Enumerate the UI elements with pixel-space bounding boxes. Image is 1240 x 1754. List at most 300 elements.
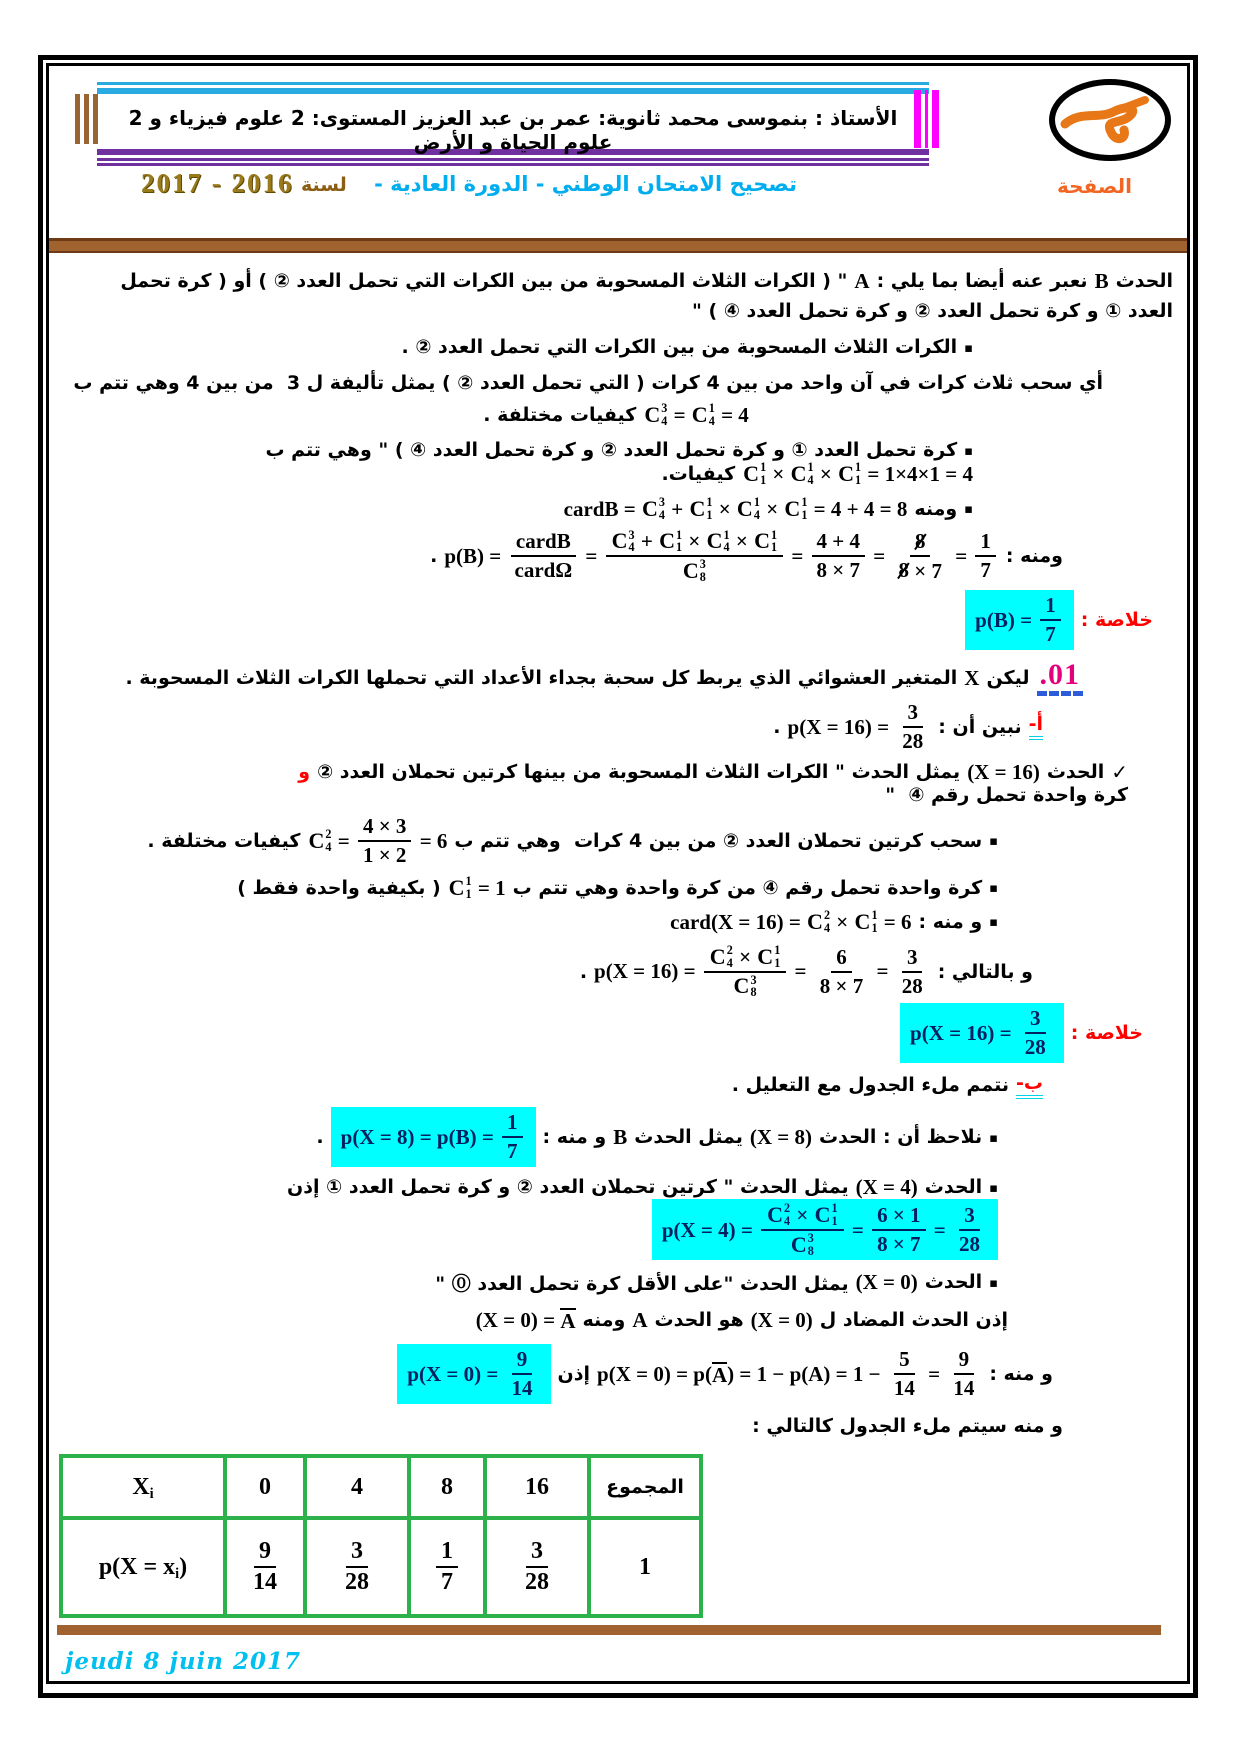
- math-run: [594, 944, 931, 999]
- text-run: .: [579, 960, 588, 983]
- combination-symbol: C 3 8: [733, 972, 757, 1000]
- combination-symbol: C 1 1: [814, 1201, 838, 1229]
- math-run: [639, 1554, 651, 1582]
- fraction: [812, 529, 865, 583]
- text-run: إذن: [557, 1363, 591, 1386]
- fraction-denominator: 14: [953, 1376, 975, 1401]
- math-run: [751, 1308, 813, 1332]
- text-run: " ( الكرات الثلاث المسحوبة من بين الكرات التي تحمل العدد ② ) أو ( كرة تحمل: [120, 270, 848, 292]
- item-b-complete-table: [59, 1071, 1173, 1099]
- event-B: [1095, 269, 1109, 293]
- math-run: [856, 1175, 918, 1199]
- math-text: p(X = 16) =: [787, 714, 895, 739]
- fraction-denominator: [677, 557, 712, 584]
- bullet-icon: ▪: [964, 502, 973, 518]
- text-run: و منه :: [918, 910, 983, 933]
- math-text: p(B) =: [975, 607, 1038, 632]
- fraction: [520, 1538, 554, 1596]
- text-run: كرة واحدة تحمل رقم ④ من كرة واحدة وهي تتم ب: [512, 876, 983, 899]
- fraction: [704, 944, 787, 999]
- probability-B-derivation: [59, 529, 1173, 584]
- text-run: ومنه :: [1005, 545, 1063, 568]
- text-run: ( بكيفية واحدة فقط ): [237, 876, 441, 899]
- combination-symbol: C 1 1: [838, 460, 862, 487]
- math-text: 4: [351, 1473, 363, 1500]
- fraction-numerator: 9: [254, 1538, 276, 1568]
- text-run: المجموع: [606, 1476, 684, 1499]
- combination-symbol: C 1 1: [743, 460, 767, 487]
- bullet-icon: ▪: [989, 915, 998, 931]
- fraction-numerator: cardB: [511, 529, 576, 557]
- bullet-ball-1-2-4-case: [59, 439, 1173, 487]
- fraction-numerator: 9: [512, 1347, 533, 1375]
- table-prob-8: [409, 1518, 485, 1616]
- text-run: .: [430, 545, 438, 568]
- fraction-denominator: 7: [507, 1139, 518, 1164]
- math-run: [643, 402, 748, 428]
- table-header-0: [225, 1456, 305, 1518]
- subscript: i: [149, 1485, 154, 1502]
- math-text: B: [1094, 268, 1109, 293]
- fraction: [815, 945, 868, 999]
- fraction-denominator: [893, 557, 946, 583]
- header-title-row: [49, 166, 1187, 212]
- text-run: كرة واحدة تحمل رقم ④ ": [885, 783, 1128, 806]
- footer-date: jeudi 8 juin 2017: [65, 1648, 302, 1675]
- fraction-denominator: 14: [511, 1376, 533, 1401]
- math-run: [433, 1538, 461, 1596]
- combination-symbol: C 1 1: [689, 494, 713, 522]
- fraction-numerator: 5: [894, 1347, 915, 1375]
- combination-symbol: C 3 8: [790, 1230, 814, 1258]
- text-run: المتغير العشوائي الذي يربط كل سحبة بجداء الأعداد التي تحملها الكرات الثلاث المسحوبة .: [125, 666, 958, 689]
- fraction-denominator: 7: [1045, 621, 1056, 646]
- table-header-16: [485, 1456, 589, 1518]
- math-run: [597, 1347, 982, 1401]
- item-b-marker: ب-: [1016, 1072, 1043, 1099]
- fraction-denominator: 8 × 7: [819, 973, 864, 998]
- fraction-numerator: [704, 944, 787, 973]
- table-header-8: [409, 1456, 485, 1518]
- cancelled-term: 8: [898, 558, 909, 583]
- random-variable-X: [964, 666, 979, 690]
- math-text: = 6: [878, 909, 912, 934]
- combination-symbol: C 2 4: [767, 1201, 791, 1229]
- item-a-marker: أ-: [1029, 713, 1043, 740]
- text-run: يمثل الحدث " الكرات الثلاث المسحوبة من بينها كرتين تحملان العدد ②: [317, 760, 961, 783]
- fraction-denominator: 28: [345, 1569, 369, 1596]
- table-header-row: [61, 1456, 701, 1518]
- fraction-numerator: 4 + 4: [812, 529, 865, 557]
- math-text: +: [665, 496, 689, 521]
- combination-symbol: C 1 1: [659, 527, 683, 555]
- fraction: [893, 529, 946, 583]
- math-text: p(X = 0) =: [407, 1362, 504, 1387]
- combination-symbol: C 1 1: [754, 527, 778, 555]
- math-text: ×: [730, 529, 754, 554]
- fraction: [954, 1203, 985, 1257]
- conclusion-pB: [59, 590, 1173, 650]
- math-text: = 1: [472, 875, 506, 900]
- teacher-info: الأستاذ : بنموسى محمد ثانوية: عمر بن عبد العزيز المستوى: 2 علوم فيزياء و 2 علوم الحياة و الأرض: [128, 106, 898, 154]
- decorative-cyan-lines: [97, 82, 929, 94]
- fraction-denominator: 8 × 7: [877, 1231, 921, 1256]
- math-run: [351, 1474, 363, 1502]
- math-text: (X = 0): [855, 1270, 918, 1295]
- fraction-numerator: 3: [346, 1538, 368, 1568]
- fraction-denominator: 8 × 7: [816, 558, 861, 583]
- bullet-icon: ▪: [989, 1130, 998, 1146]
- text-run: العدد ① و كرة تحمل العدد ② و كرة تحمل العدد ④ ) ": [692, 300, 1173, 322]
- math-run: [856, 1270, 918, 1294]
- text-run: سحب كرتين تحملان العدد ② من بين 4 كرات وهي تتم ب: [454, 829, 983, 852]
- math-text: p(X = 16) =: [910, 1021, 1017, 1046]
- page-frame: [38, 55, 1198, 1698]
- math-text: (X = 4): [855, 1175, 918, 1200]
- fraction-numerator: [606, 529, 783, 558]
- math-text: p(X = 16) =: [594, 959, 701, 984]
- document-title: تصحيح الامتحان الوطني - الدورة العادية -: [374, 172, 797, 196]
- text-run: نبين أن :: [938, 715, 1022, 738]
- math-text: 0: [259, 1473, 271, 1500]
- fraction: [897, 700, 928, 754]
- probability-distribution-table: [59, 1454, 703, 1618]
- fraction-numerator: 4 × 3: [358, 814, 411, 842]
- table-header-total: [589, 1456, 701, 1518]
- bullet-icon: ▪: [989, 881, 998, 897]
- fraction-numerator: 6: [831, 945, 852, 973]
- cancelled-term: 8: [914, 529, 926, 554]
- bullet-event-x0: [59, 1268, 1173, 1296]
- fraction-numerator: 9: [954, 1347, 975, 1375]
- subscript: i: [175, 1565, 180, 1582]
- fraction-numerator: [761, 1202, 844, 1231]
- bullet-icon: ▪: [964, 340, 973, 356]
- math-text: A: [632, 1308, 648, 1333]
- decorative-magenta-bars: [914, 90, 939, 148]
- fraction-numerator: 3: [902, 945, 923, 973]
- math-text: A: [854, 268, 870, 293]
- item-a-show-px16: [59, 700, 1173, 754]
- combination-symbol: C 1 4: [691, 401, 715, 428]
- math-text: ×: [814, 461, 838, 486]
- text-run: ومنه: [914, 497, 958, 520]
- fraction-denominator: [785, 1231, 820, 1258]
- complement-event-x0: [59, 1306, 1173, 1334]
- fraction: [897, 945, 928, 999]
- combination-symbol: C 1 4: [790, 460, 814, 487]
- fraction-denominator: 14: [253, 1569, 277, 1596]
- highlighted-result: [331, 1107, 536, 1167]
- math-run: [259, 1474, 271, 1502]
- math-text: ×: [831, 909, 854, 934]
- text-run: كيفيات مختلفة .: [147, 829, 301, 852]
- text-run: يمثل الحدث " كرتين تحملان العدد ② و كرة تحمل العدد ① إذن: [287, 1176, 849, 1199]
- text-run: و بالتالي :: [937, 960, 1033, 983]
- footer-bar: [57, 1625, 1161, 1635]
- table-header-4: [305, 1456, 409, 1518]
- event-b-definition-line2: [59, 297, 1173, 325]
- math-text: X: [132, 1473, 150, 1500]
- math-run: [448, 875, 506, 901]
- year-value: 2017 - 2016: [141, 168, 294, 198]
- math-text: (X = 16): [967, 759, 1040, 784]
- math-text: B: [613, 1125, 628, 1150]
- combination-symbol: C 1 1: [854, 908, 878, 935]
- math-text: p(X = 0) = p(: [597, 1362, 712, 1387]
- conclusion-px16: [59, 1003, 1173, 1063]
- combination-symbol: C 2 4: [807, 908, 831, 935]
- math-text: = 4 + 4 = 8: [808, 496, 908, 521]
- math-text: =: [846, 1217, 870, 1242]
- conclusion-label: خلاصة :: [1080, 608, 1153, 631]
- header-banner: [49, 80, 1187, 166]
- fraction-denominator: 1 × 2: [362, 842, 407, 867]
- bullet-event-x4: [59, 1175, 1173, 1260]
- fraction: [1020, 1006, 1051, 1060]
- math-text: ) = 1 − p(A) = 1 −: [727, 1362, 886, 1387]
- bullet-two-balls-number2: [59, 814, 1173, 868]
- probability-x16-derivation: [59, 944, 1173, 999]
- fraction-denominator: 28: [901, 973, 923, 998]
- math-text: (X = 8): [749, 1125, 812, 1150]
- fraction: [761, 1202, 844, 1257]
- fraction-denominator: 7: [980, 558, 991, 583]
- math-run: [307, 814, 447, 868]
- math-run: [613, 1125, 627, 1149]
- math-text: (X = 0) =: [475, 1308, 561, 1333]
- text-run: الحدث: [924, 1176, 983, 1199]
- math-run: [788, 700, 932, 754]
- fraction-denominator: cardΩ: [514, 558, 573, 583]
- math-text: ×: [767, 461, 790, 486]
- math-text: × 7: [908, 558, 942, 583]
- combination-symbol: C 3 4: [611, 527, 635, 555]
- bullet-icon: ▪: [964, 443, 973, 459]
- text-run: و منه سيتم ملء الجدول كالتالي :: [752, 1415, 1063, 1438]
- fraction: [507, 1347, 538, 1401]
- math-text: = 6: [414, 828, 448, 853]
- fraction-numerator: [910, 529, 931, 557]
- math-text: p(X = 4) =: [661, 1217, 759, 1242]
- combination-symbol: C 3 4: [644, 401, 668, 428]
- overline-term: A: [711, 1363, 728, 1388]
- math-text: ×: [713, 496, 736, 521]
- text-run: نعبر عنه أيضا بما يلي :: [876, 270, 1088, 292]
- math-run: [99, 1554, 187, 1582]
- text-run: كرة تحمل العدد ① و كرة تحمل العدد ② و كرة تحمل العدد ④ ) " وهي تتم ب: [265, 439, 958, 461]
- math-text: (X = 0): [750, 1308, 813, 1333]
- table-intro-text: [59, 1412, 1173, 1440]
- text-run: ليكن: [986, 666, 1030, 689]
- math-text: 16: [525, 1473, 549, 1500]
- table-prob-16: [485, 1518, 589, 1616]
- fraction-numerator: 3: [1025, 1006, 1046, 1034]
- fraction-numerator: 1: [502, 1110, 523, 1138]
- text-run: .: [773, 715, 781, 738]
- fraction-numerator: 6 × 1: [872, 1203, 925, 1231]
- fraction-denominator: 14: [893, 1376, 915, 1401]
- fraction: [358, 814, 411, 868]
- text-run: ومنه: [582, 1309, 626, 1332]
- highlighted-result: [900, 1003, 1064, 1063]
- text-run: كيفيات مختلفة .: [483, 404, 637, 426]
- table-prob-total: [589, 1518, 701, 1616]
- combination-symbol: C 3 4: [641, 494, 665, 522]
- math-text: p(B) =: [444, 544, 507, 569]
- page-label: الصفحة: [1056, 174, 1132, 198]
- math-text: = 1×4×1 = 4: [862, 461, 973, 486]
- math-text: =: [928, 1217, 951, 1242]
- math-run: [441, 1474, 453, 1502]
- math-run: [517, 1538, 557, 1596]
- header: [49, 80, 1187, 253]
- table-prob-4: [305, 1518, 409, 1616]
- explanation-draw-three-balls: [59, 369, 1173, 397]
- text-run: الحدث: [1046, 760, 1105, 783]
- math-text: ×: [683, 529, 706, 554]
- math-run: [564, 496, 908, 522]
- math-text: 8: [441, 1473, 453, 1500]
- overline-term: A: [560, 1309, 576, 1334]
- event-b-definition-line1: [59, 267, 1173, 295]
- text-run: هو الحدث: [654, 1309, 744, 1332]
- school-logo-icon: [1047, 78, 1173, 162]
- math-text: =: [668, 402, 691, 427]
- fraction: [510, 529, 578, 583]
- fraction: [436, 1538, 458, 1596]
- combination-symbol: C 1 1: [784, 494, 808, 522]
- math-text: p(X = 8) = p(B) =: [340, 1125, 500, 1150]
- bullet-card-x16: [59, 908, 1173, 936]
- math-text: ×: [760, 496, 784, 521]
- text-run: أي سحب ثلاث كرات في آن واحد من بين 4 كرات ( التي تحمل العدد ② ) يمثل تأليفة ل 3 من بين 4 وهي تتم ب: [73, 372, 1103, 394]
- math-text: = 4: [715, 402, 749, 427]
- math-text: ×: [791, 1202, 814, 1227]
- math-text: ×: [733, 944, 757, 969]
- math-text: =: [868, 544, 891, 569]
- section-01-marker: .01: [1037, 660, 1084, 696]
- text-run: الكرات الثلاث المسحوبة من بين الكرات التي تحمل العدد ② .: [401, 336, 958, 358]
- fraction-numerator: 1: [436, 1538, 458, 1568]
- table-probability-row: [61, 1518, 701, 1616]
- math-run: [742, 461, 973, 487]
- fraction-numerator: 1: [1040, 593, 1061, 621]
- math-run: [967, 760, 1040, 784]
- math-text: =: [871, 959, 894, 984]
- text-run: الحدث: [924, 1271, 983, 1294]
- fraction: [872, 1203, 925, 1257]
- math-run: [750, 1125, 812, 1149]
- table-prob-label: [61, 1518, 225, 1616]
- decorative-brown-bars: [75, 94, 98, 144]
- math-text: card(X = 16) =: [670, 909, 807, 934]
- highlighted-result: [652, 1199, 998, 1260]
- bullet-one-ball-number4: [59, 874, 1173, 902]
- fraction: [340, 1538, 374, 1596]
- text-run: إذن الحدث المضاد ل: [819, 1309, 1008, 1332]
- math-run: [337, 1538, 377, 1596]
- exam-correction-content: [49, 267, 1187, 1618]
- math-run: [670, 909, 911, 935]
- math-text: =: [786, 544, 809, 569]
- year-label: لسنة: [301, 174, 347, 196]
- math-text: =: [332, 828, 355, 853]
- math-run: [444, 529, 999, 584]
- fraction-numerator: 3: [526, 1538, 548, 1568]
- text-run: كيفيات.: [661, 462, 736, 485]
- fraction-denominator: [728, 973, 763, 1000]
- math-run: [132, 1474, 153, 1502]
- combination-symbol: C 2 4: [308, 827, 332, 854]
- fraction: [606, 529, 783, 584]
- math-text: =: [949, 544, 973, 569]
- fraction-denominator: 28: [902, 728, 924, 753]
- page-frame-inner: [46, 63, 1190, 1684]
- highlighted-result: [965, 590, 1074, 650]
- fraction-denominator: 28: [1024, 1035, 1046, 1060]
- fraction-denominator: 28: [959, 1231, 980, 1256]
- bullet-cardB-formula: [59, 495, 1173, 523]
- math-run: [632, 1308, 647, 1332]
- math-run: [476, 1308, 576, 1332]
- fraction: [248, 1538, 282, 1596]
- fraction: [502, 1110, 523, 1164]
- table-header-xi: [61, 1456, 225, 1518]
- bullet-icon: ▪: [989, 1275, 998, 1291]
- combination-symbol: C 3 8: [682, 557, 706, 584]
- text-run: الحدث: [1115, 270, 1173, 292]
- combination-symbol: C 2 4: [709, 942, 733, 970]
- math-text: X: [964, 665, 980, 690]
- fraction-numerator: 3: [903, 700, 924, 728]
- math-text: ): [179, 1553, 188, 1580]
- combination-c34-formula: [59, 401, 1173, 429]
- highlighted-result: [397, 1344, 550, 1404]
- combination-symbol: C 1 4: [736, 494, 760, 522]
- fraction: [975, 529, 996, 583]
- math-text: cardB =: [563, 496, 641, 521]
- bullet-icon: ▪: [989, 834, 998, 850]
- combination-symbol: C 1 4: [706, 527, 730, 555]
- fraction: [889, 1347, 920, 1401]
- fraction: [1040, 593, 1061, 647]
- math-text: =: [922, 1362, 946, 1387]
- table-prob-0: [225, 1518, 305, 1616]
- combination-symbol: C 1 1: [757, 942, 781, 970]
- math-run: [525, 1474, 549, 1502]
- section-01-random-variable: [59, 657, 1173, 696]
- bullet-three-balls-number2: [59, 333, 1173, 361]
- fraction: [948, 1347, 979, 1401]
- text-run: و: [298, 760, 311, 783]
- math-text: =: [580, 544, 603, 569]
- fraction-denominator: 28: [525, 1569, 549, 1596]
- math-text: 1: [639, 1553, 651, 1580]
- fraction-numerator: 3: [959, 1203, 980, 1231]
- text-run: .: [316, 1126, 324, 1149]
- text-run: و منه :: [542, 1126, 607, 1149]
- conclusion-label: خلاصة :: [1070, 1022, 1143, 1045]
- probability-x0-derivation: [59, 1344, 1173, 1404]
- event-A: [854, 269, 869, 293]
- checkmark-icon: ✓: [1111, 759, 1128, 784]
- text-run: و منه :: [989, 1363, 1053, 1386]
- math-text: +: [635, 529, 659, 554]
- text-run: يمثل الحدث: [634, 1126, 743, 1149]
- math-run: [245, 1538, 285, 1596]
- bullet-icon: ▪: [989, 1180, 998, 1196]
